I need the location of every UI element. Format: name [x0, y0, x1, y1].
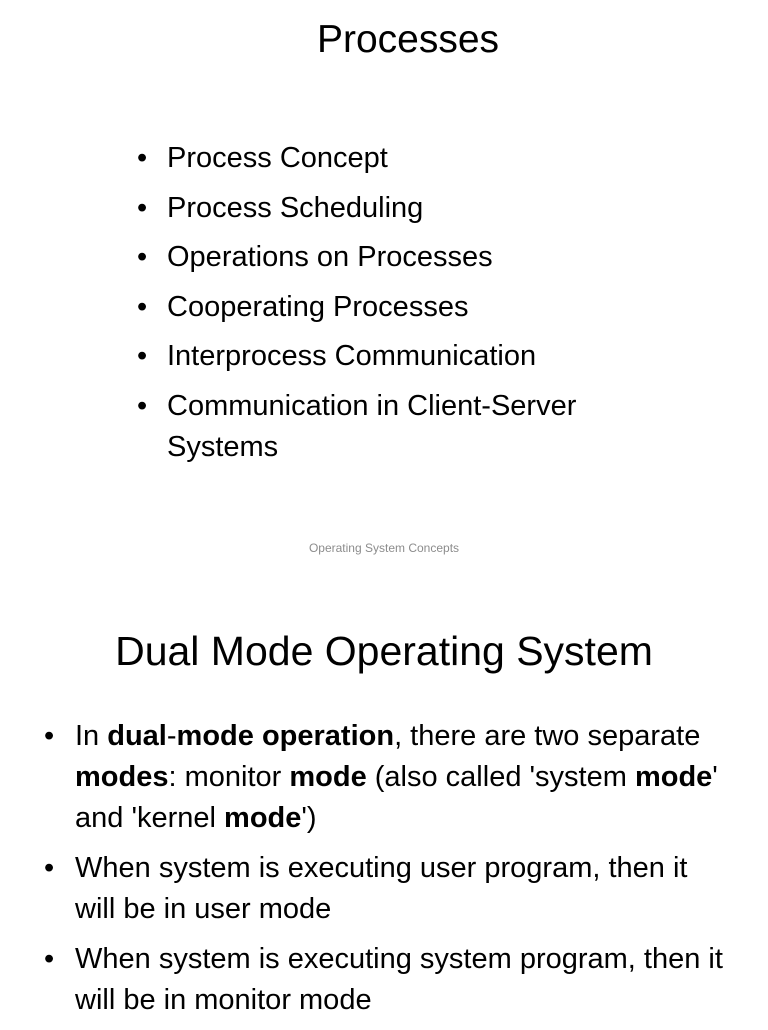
bullet-icon: •	[44, 943, 55, 975]
list-item	[137, 138, 657, 179]
topic-list	[137, 138, 657, 477]
list-item	[137, 336, 657, 377]
list-item-text: Communication in Client-Server Systems	[167, 389, 577, 463]
bold-term: modes	[75, 761, 169, 793]
bullet-icon: •	[137, 389, 148, 422]
list-item	[44, 848, 734, 930]
slide-title: Processes	[316, 18, 500, 61]
bullet-icon: •	[137, 191, 148, 224]
list-item	[44, 716, 734, 839]
list-item-text: In dual-mode operation, there are two separate modes: monitor mode (also called 'system mode' and 'kernel mode')	[75, 720, 718, 834]
bold-term: mode	[634, 761, 713, 793]
bullet-icon: •	[44, 852, 55, 884]
bullet-icon: •	[137, 142, 148, 174]
list-item-text: Process Scheduling	[167, 191, 424, 224]
content-list	[44, 716, 734, 1030]
bold-term: mode	[289, 761, 367, 793]
bullet-icon: •	[137, 290, 148, 323]
slide-title: Dual Mode Operating System	[115, 628, 653, 674]
list-item	[44, 939, 734, 1021]
list-item-text: Process Concept	[167, 142, 388, 174]
bullet-icon: •	[137, 241, 148, 274]
list-item-text: Interprocess Communication	[167, 340, 537, 373]
slide-footer: Operating System Concepts	[308, 541, 460, 555]
bold-term: dual	[107, 720, 167, 752]
slide-dual-mode	[0, 576, 768, 1024]
bold-term: mode operation	[176, 720, 395, 752]
bullet-icon: •	[137, 340, 148, 373]
list-item-text: When system is executing user program, then it will be in user mode	[75, 852, 688, 925]
list-item-text: Cooperating Processes	[167, 290, 469, 323]
list-item	[137, 386, 657, 468]
list-item-text: Operations on Processes	[167, 241, 493, 274]
bullet-icon: •	[44, 720, 55, 752]
list-item	[137, 287, 657, 328]
list-item-text: When system is executing system program, then it will be in monitor mode	[75, 943, 723, 1016]
list-item	[137, 188, 657, 229]
list-item	[137, 237, 657, 278]
bold-term: mode	[224, 802, 302, 834]
